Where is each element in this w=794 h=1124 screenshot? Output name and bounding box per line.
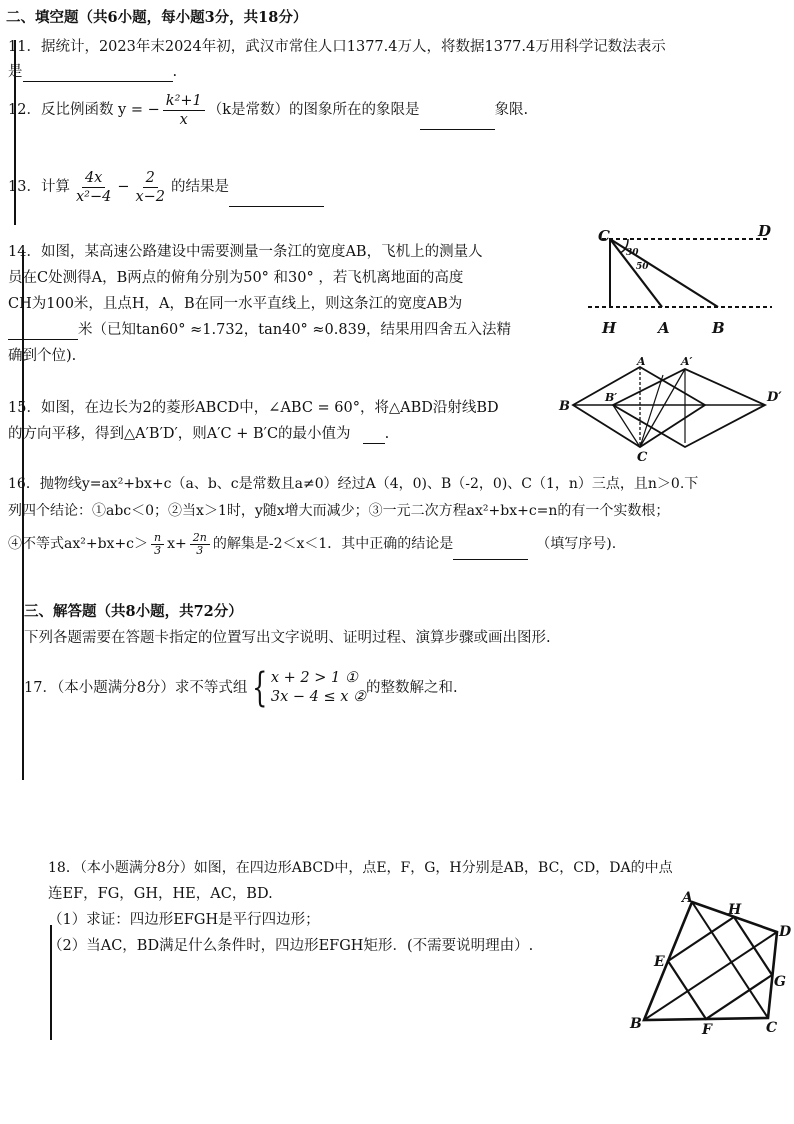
q12-answer-blank[interactable] bbox=[420, 115, 495, 130]
q14-label-h: H bbox=[602, 319, 617, 337]
q15-label-d-prime: D′ bbox=[767, 390, 782, 405]
q18-label-a: A bbox=[682, 890, 693, 906]
q15-answer-blank[interactable] bbox=[363, 429, 385, 444]
q13-frac1-den: x²−4 bbox=[75, 188, 112, 205]
q14-line5: 确到个位). bbox=[8, 348, 77, 364]
q14-label-30: 30 bbox=[626, 248, 639, 258]
q15-label-b: B bbox=[559, 399, 570, 414]
q12-prefix: 12．反比例函数 y = − bbox=[8, 102, 160, 118]
q11-answer-blank[interactable] bbox=[23, 67, 173, 82]
q18-line2: 连EF，FG，GH，HE，AC，BD. bbox=[48, 886, 273, 902]
q18-label-b: B bbox=[630, 1016, 642, 1032]
q15-line1: 15．如图，在边长为2的菱形ABCD中，∠ABC = 60°，将△ABD沿射线BD bbox=[8, 400, 499, 416]
q13-frac2-num: 2 bbox=[143, 169, 158, 188]
q18-label-f: F bbox=[702, 1022, 712, 1038]
q15-figure bbox=[555, 355, 785, 465]
q14-label-d: D bbox=[758, 222, 772, 240]
q16-line3-suffix: 的解集是-2＜x＜1．其中正确的结论是 bbox=[212, 536, 454, 552]
section3-title: 三、解答题（共8小题，共72分） bbox=[24, 603, 243, 620]
q12 bbox=[8, 90, 528, 132]
q14-label-50: 50 bbox=[636, 262, 649, 272]
q16-frac1-den: 3 bbox=[154, 543, 162, 557]
q14-figure bbox=[580, 222, 780, 345]
q16-line3-prefix: ④不等式ax²+bx+c＞ bbox=[8, 536, 149, 552]
q18-part2: （2）当AC，BD满足什么条件时，四边形EFGH矩形．(不需要说明理由）. bbox=[48, 938, 534, 954]
q14-line3: CH为100米，且点H，A，B在同一水平直线上，则这条江的宽度AB为 bbox=[8, 296, 463, 312]
q13-suffix: 的结果是 bbox=[171, 179, 230, 195]
q14-line2: 员在C处测得A，B两点的俯角分别为50° 和30° ，若飞机离地面的高度 bbox=[8, 270, 464, 286]
q12-frac-den: x bbox=[179, 111, 188, 128]
section2-title: 二、填空题（共6小题，每小题3分，共18分） bbox=[6, 9, 308, 26]
q18-label-e: E bbox=[654, 954, 665, 970]
q16-answer-blank[interactable] bbox=[453, 545, 528, 560]
q18-label-d: D bbox=[779, 924, 792, 940]
q15-line2 bbox=[8, 424, 389, 444]
q18-quad-efgh bbox=[668, 917, 772, 1019]
q11-prefix: 是 bbox=[8, 64, 23, 80]
q18-label-g: G bbox=[774, 974, 786, 990]
q11-suffix: . bbox=[172, 64, 178, 80]
q12-middle: （k是常数）的图象所在的象限是 bbox=[207, 102, 420, 118]
q15-line2-text: 的方向平移，得到△A′B′D′，则A′C + B′C的最小值为 bbox=[8, 426, 351, 442]
q13-answer-blank[interactable] bbox=[229, 192, 324, 207]
q14-label-a: A bbox=[658, 319, 670, 337]
q14-label-c: C bbox=[598, 227, 610, 245]
q14-label-b: B bbox=[712, 319, 725, 337]
q13-frac1-num: 4x bbox=[82, 169, 105, 188]
q16-frac2 bbox=[190, 532, 210, 557]
q17-eq1: x + 2 > 1 ① bbox=[270, 670, 358, 686]
q16-frac2-den: 3 bbox=[196, 543, 204, 557]
q17-eq2: 3x − 4 ≤ x ② bbox=[270, 689, 367, 705]
q11-line1: 11．据统计，2023年末2024年初，武汉市常住人口1377.4万人，将数据1377.4万用科学记数法表示 bbox=[8, 39, 666, 55]
q18-diagonal-bd bbox=[644, 932, 777, 1020]
q18-line1: 18．（本小题满分8分）如图，在四边形ABCD中，点E，F，G，H分别是AB，BC，CD，DA的中点 bbox=[48, 860, 673, 876]
q14-line4-text: 米（已知tan60° ≈1.732，tan40° ≈0.839，结果用四舍五入法精 bbox=[78, 322, 512, 338]
q12-frac-num: k²+1 bbox=[163, 92, 205, 111]
section3-instruction: 下列各题需要在答题卡指定的位置写出文字说明、证明过程、演算步骤或画出图形. bbox=[24, 630, 551, 646]
q18-figure bbox=[622, 890, 792, 1040]
q13-fraction1 bbox=[73, 169, 114, 206]
q16-line3-mid: x+ bbox=[167, 536, 187, 552]
q15-label-a-prime: A′ bbox=[681, 355, 693, 368]
q13-minus: − bbox=[117, 179, 130, 195]
q16-line3-end: （填写序号). bbox=[536, 536, 617, 552]
q14-line4 bbox=[8, 320, 511, 340]
q15-label-b-prime: B′ bbox=[605, 391, 618, 404]
q15-suffix: . bbox=[384, 426, 390, 442]
q17 bbox=[24, 665, 458, 711]
q13-fraction2 bbox=[132, 169, 168, 206]
q18-label-h: H bbox=[728, 902, 742, 918]
q18-part1: （1）求证：四边形EFGH是平行四边形； bbox=[48, 912, 320, 928]
q12-fraction bbox=[163, 92, 205, 129]
q17-prefix: 17．（本小题满分8分）求不等式组 bbox=[24, 680, 248, 696]
q13 bbox=[8, 167, 324, 209]
q17-system bbox=[247, 665, 367, 711]
q16-line3 bbox=[8, 528, 616, 560]
q15-line-b2c bbox=[613, 405, 640, 447]
q17-suffix: 的整数解之和. bbox=[366, 680, 458, 696]
q15-rhombus-translated bbox=[613, 369, 765, 447]
q13-frac2-den: x−2 bbox=[135, 188, 166, 205]
q17-brace: { bbox=[252, 665, 268, 711]
q11-line2 bbox=[8, 62, 177, 82]
q15-label-c: C bbox=[637, 450, 648, 465]
q12-suffix: 象限. bbox=[494, 102, 529, 118]
q16-line1: 16．抛物线y=ax²+bx+c（a、b、c是常数且a≠0）经过A（4，0)、B（-2，0)、C（1，n）三点，且n＞0.下 bbox=[8, 476, 699, 492]
q14-line1: 14．如图，某高速公路建设中需要测量一条江的宽度AB，飞机上的测量人 bbox=[8, 244, 483, 260]
q14-answer-blank[interactable] bbox=[8, 325, 78, 340]
q13-prefix: 13．计算 bbox=[8, 179, 70, 195]
q16-frac2-num: 2n bbox=[190, 532, 210, 545]
q18-label-c: C bbox=[766, 1020, 778, 1036]
q16-frac1 bbox=[151, 532, 164, 557]
q16-frac1-num: n bbox=[151, 532, 164, 545]
q16-line2: 列四个结论：①abc＜0；②当x＞1时，y随x增大而减少；③一元二次方程ax²+bx+c=n的有一个实数根； bbox=[8, 503, 670, 519]
q15-label-a: A bbox=[637, 355, 646, 368]
